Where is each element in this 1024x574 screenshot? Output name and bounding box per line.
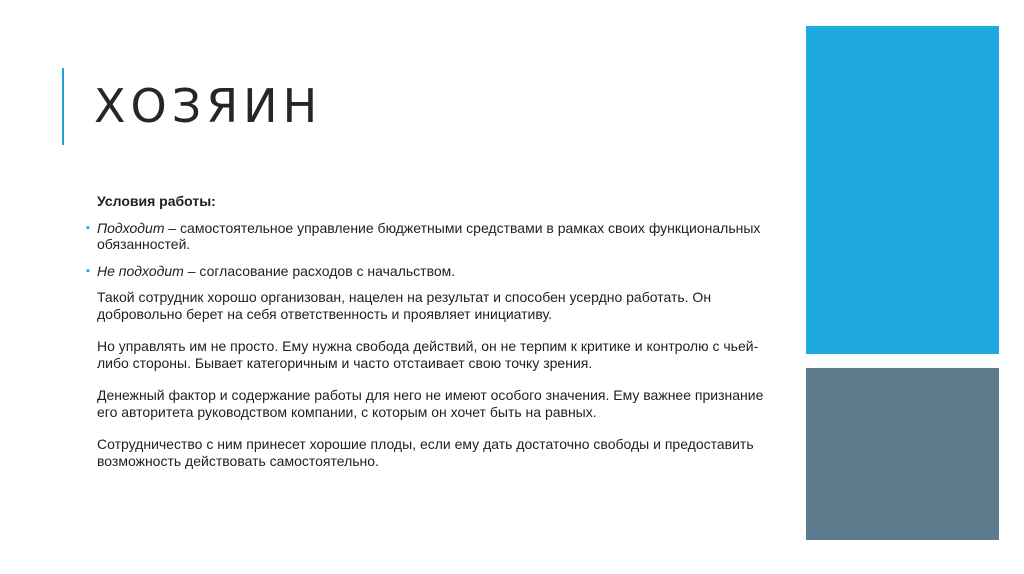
bullet-text: – согласование расходов с начальством.	[183, 262, 456, 279]
title-accent-bar	[62, 68, 64, 145]
paragraph-management: Но управлять им не просто. Ему нужна свобода действий, он не терпим к критике и контролю с чьей-либо стороны. Бывает категоричным и часто отстаивает свою точку зрения.	[97, 338, 759, 371]
slide-title: ХОЗЯИН	[94, 79, 323, 133]
bullet-lead: Подходит	[97, 219, 165, 236]
slide-body	[86, 193, 766, 485]
bullet-not-suitable	[86, 263, 766, 280]
conditions-heading: Условия работы:	[97, 193, 216, 209]
decor-gray-block	[806, 368, 999, 540]
decor-blue-block	[806, 26, 999, 354]
bullet-lead: Не подходит	[97, 262, 184, 279]
paragraph-organized: Такой сотрудник хорошо организован, нацелен на результат и способен усердно работать. Он добровольно берет на себя ответственность и проявляет инициативу.	[97, 289, 712, 322]
bullet-suitable	[86, 220, 766, 253]
bullet-text: – самостоятельное управление бюджетными средствами в рамках своих функциональных обязанностей.	[97, 219, 761, 252]
paragraph-motivation: Денежный фактор и содержание работы для него не имеют особого значения. Ему важнее признание его авторитета руководством компании, с которым он хочет быть на равных.	[97, 387, 764, 420]
bullet-square-icon: ▪	[86, 221, 90, 234]
paragraph-cooperation: Сотрудничество с ним принесет хорошие плоды, если ему дать достаточно свободы и предоставить возможность действовать самостоятельно.	[97, 436, 754, 469]
bullet-square-icon: ▪	[86, 264, 90, 277]
